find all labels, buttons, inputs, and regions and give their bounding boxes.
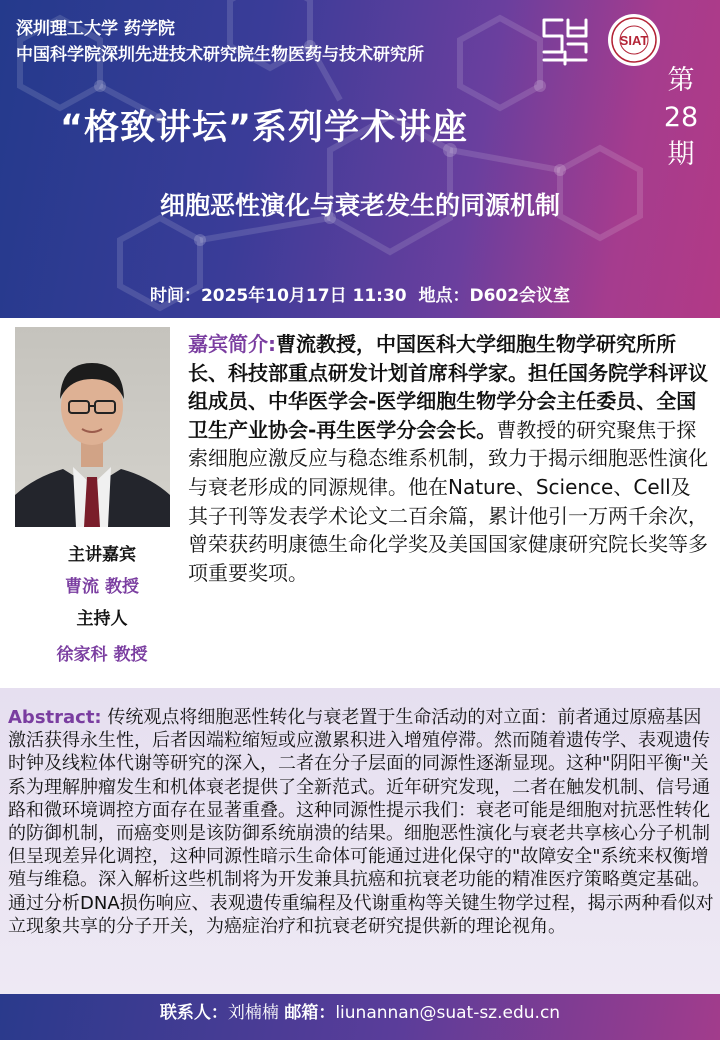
institution-line-1: 深圳理工大学 药学院 [16, 19, 175, 39]
time-location [0, 281, 720, 306]
svg-text:SIAT: SIAT [619, 33, 649, 48]
school-logo [540, 16, 590, 68]
time-label: 时间： [149, 286, 201, 306]
abstract-text [8, 706, 714, 938]
place-label: 地点： [418, 286, 470, 306]
bio-label: 嘉宾简介: [188, 332, 276, 356]
talk-title: 细胞恶性演化与衰老发生的同源机制 [159, 191, 560, 220]
email-label: 邮箱： [284, 1003, 336, 1023]
speaker-photo [15, 327, 170, 527]
speaker-name: 曹流 教授 [65, 577, 139, 597]
abstract-body: 传统观点将细胞恶性转化与衰老置于生命活动的对立面：前者通过原癌基因激活获得永生性，后者因端粒缩短或应激累积进入增殖停滞。然而随着遗传学、表观遗传时钟及线粒体代谢等研究的深入，二者在分子层面的同源性逐渐显现。这种"阴阳平衡"关系为理解肿瘤发生和机体衰老提供了全新范式。近年研究发现，二者在触发机制、信号通路和微环境调控方面存在显著重叠。这种同源性提示我们：衰老可能是细胞对抗恶性转化的防御机制，而癌变则是该防御系统崩溃的结果。细胞恶性演化与衰老共享核心分子机制但呈现差异化调控，这种同源性暗示生命体可能通过进化保守的"故障安全"系统来权衡增殖与维稳。深入解析这些机制将为开发兼具抗癌和抗衰老功能的精准医疗策略奠定基础。通过分析DNA损伤响应、表观遗传重编程及代谢重构等关键生物学过程，揭示两种看似对立现象共享的分子开关，为癌症治疗和抗衰老研究提供新的理论视角。 [8, 707, 714, 937]
contact-label: 联系人： [159, 1003, 228, 1023]
issue-value: 28 [663, 102, 699, 133]
abstract-label: Abstract: [8, 707, 102, 728]
issue-prefix: 第 [667, 65, 695, 96]
siat-seal-logo [606, 12, 662, 68]
bio-text: 曹教授的研究聚焦于探索细胞应激反应与稳态维系机制，致力于揭示细胞恶性演化与衰老形成的同源规律。他在Nature、Science、Cell及其子刊等发表学术论文二百余篇，累计他引一万两千余次，曾荣获药明康德生命化学奖及美国国家健康研究院长奖等多项重要奖项。 [188, 417, 708, 585]
contact-email[interactable]: liunannan@suat-sz.edu.cn [335, 1003, 561, 1023]
contact-footer [0, 994, 720, 1040]
host-name: 徐家科 教授 [56, 645, 148, 665]
place-value: D602会议室 [469, 286, 571, 306]
speaker-role: 主讲嘉宾 [68, 545, 136, 565]
speaker-bio [188, 330, 708, 587]
host-role: 主持人 [76, 609, 128, 629]
institution-line-2: 中国科学院深圳先进技术研究院生物医药与技术研究所 [16, 45, 424, 65]
issue-number [652, 62, 710, 173]
header-banner [0, 0, 720, 318]
contact-name: 刘楠楠 [227, 1003, 279, 1023]
bio-highlight: 曹流教授，中国医科大学细胞生物学研究所所长、科技部重点研发计划首席科学家。担任国务院学科评议组成员、中华医学会-医学细胞生物学分会主任委员、全国卫生产业协会-再生医学分会会长。 [188, 332, 708, 442]
time-value: 2025年10月17日 11:30 [200, 286, 407, 306]
series-title: “格致讲坛”系列学术讲座 [60, 108, 469, 148]
issue-suffix: 期 [667, 139, 695, 170]
